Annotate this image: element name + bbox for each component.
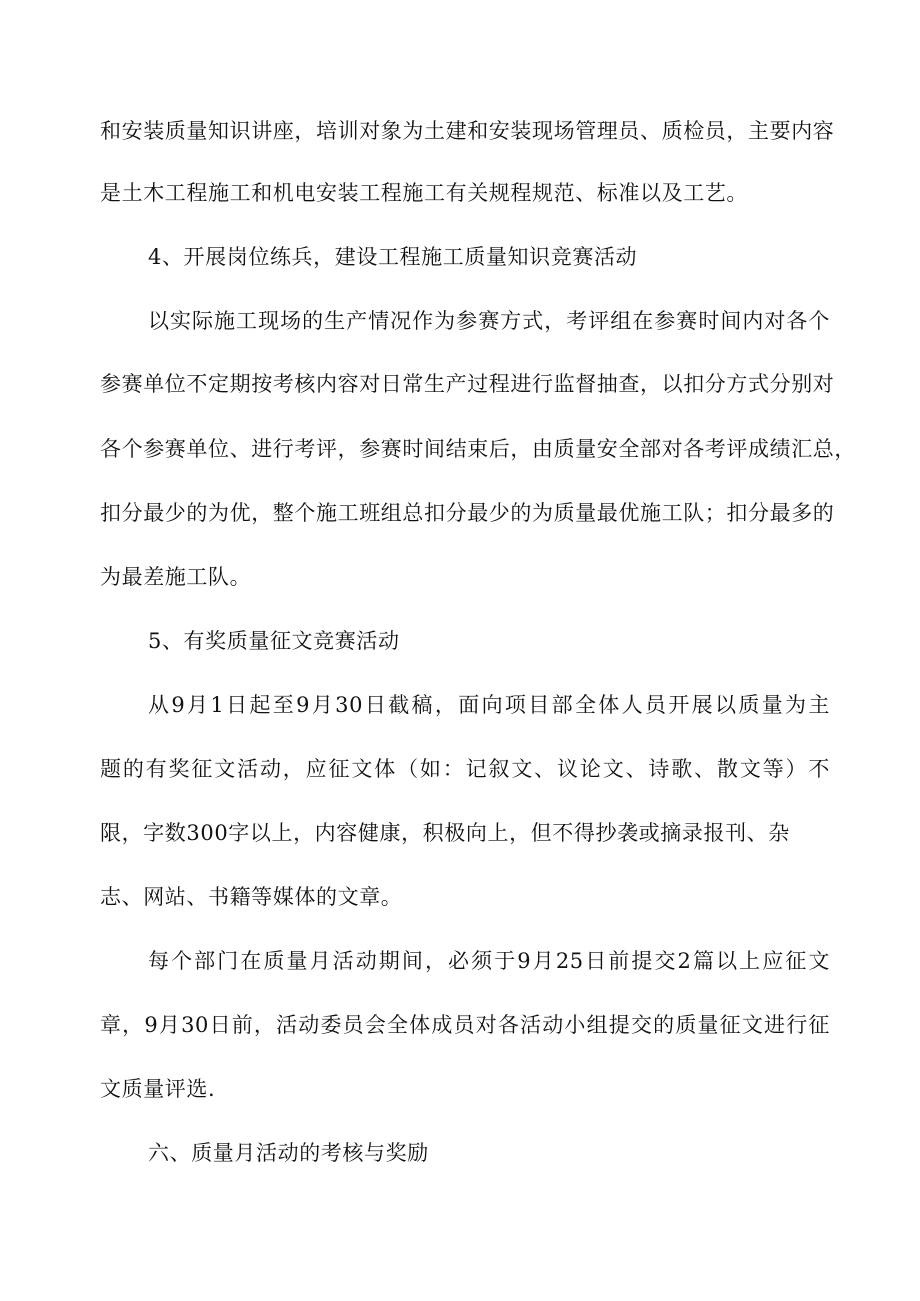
paragraph-line: 为最差施工队。	[100, 565, 252, 589]
paragraph-line: 是土木工程施工和机电安装工程施工有关规程规范、标准以及工艺。	[100, 181, 748, 205]
paragraph-line: 每个部门在质量月活动期间，必须于9月25日前提交2篇以上应征文	[148, 949, 830, 973]
section-heading: 4、开展岗位练兵，建设工程施工质量知识竞赛活动	[148, 245, 638, 269]
paragraph-line: 参赛单位不定期按考核内容对日常生产过程进行监督抽查，以扣分方式分别对	[100, 372, 835, 396]
section-heading: 六、质量月活动的考核与奖励	[148, 1141, 429, 1165]
paragraph-line: 文质量评选.	[100, 1077, 216, 1101]
paragraph-line: 各个参赛单位、进行考评，参赛时间结束后，由质量安全部对各考评成绩汇总，	[100, 437, 856, 461]
paragraph-line: 志、网站、书籍等媒体的文章。	[100, 885, 403, 909]
paragraph-line: 以实际施工现场的生产情况作为参赛方式，考评组在参赛时间内对各个	[148, 309, 830, 333]
paragraph-line: 题的有奖征文活动，应征文体（如：记叙文、议论文、诗歌、散文等）不	[100, 757, 830, 781]
paragraph-line: 扣分最少的为优，整个施工班组总扣分最少的为质量最优施工队；扣分最多的	[100, 501, 835, 525]
section-heading: 5、有奖质量征文竞赛活动	[148, 629, 400, 653]
paragraph-line: 限，字数300字以上，内容健康，积极向上，但不得抄袭或摘录报刊、杂	[100, 821, 790, 845]
paragraph-line: 章，9月30日前，活动委员会全体成员对各活动小组提交的质量征文进行征	[100, 1013, 830, 1037]
paragraph-line: 和安装质量知识讲座，培训对象为土建和安装现场管理员、质检员，主要内容	[100, 119, 835, 143]
paragraph-line: 从9月1日起至9月30日截稿，面向项目部全体人员开展以质量为主	[148, 693, 830, 717]
